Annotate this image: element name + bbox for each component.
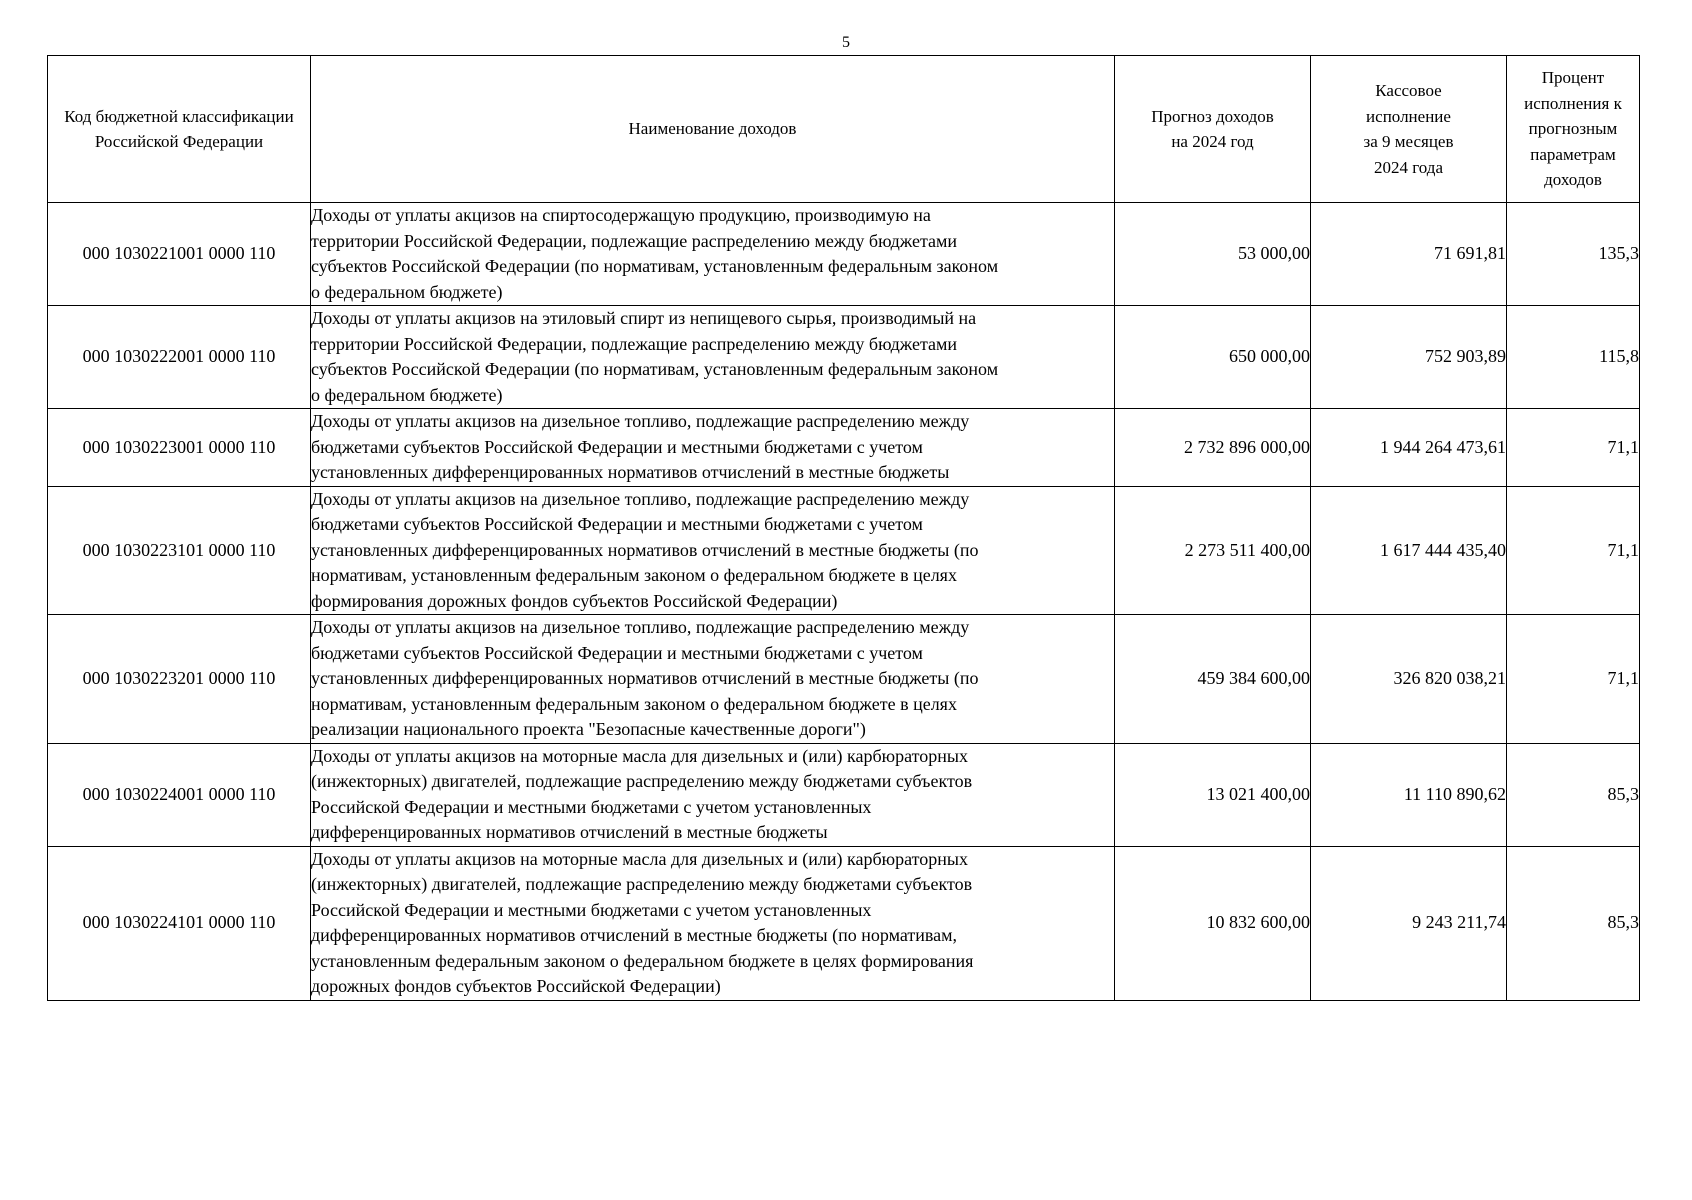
row-name-text: Доходы от уплаты акцизов на моторные масла для дизельных и (или) карбюраторных (инжекторных) двигателей, подлежащие распределению между бюджетами субъектов Российской Федерации и местными бюджетами с учетом установленных дифференцированных нормативов отчислений в местные бюджеты	[311, 745, 973, 842]
row-forecast: 2 732 896 000,00	[1115, 409, 1311, 487]
header-execution-label: Кассовое исполнение за 9 месяцев 2024 года	[1363, 81, 1454, 177]
row-code: 000 1030221001 0000 110	[48, 203, 311, 306]
row-execution: 1 617 444 435,40	[1311, 486, 1507, 615]
row-forecast: 10 832 600,00	[1115, 846, 1311, 1000]
row-name-text: Доходы от уплаты акцизов на дизельное топливо, подлежащие распределению между бюджетами субъектов Российской Федерации и местными бюджетами с учетом установленных дифференцированных нормативов отчислений в местные бюджеты (по нормативам, установленным федеральным законом о федеральном бюджете в целях формирования дорожных фондов субъектов Российской Федерации)	[311, 488, 979, 611]
page-number: 5	[842, 34, 850, 51]
row-code: 000 1030223101 0000 110	[48, 486, 311, 615]
row-execution: 9 243 211,74	[1311, 846, 1507, 1000]
row-execution: 326 820 038,21	[1311, 615, 1507, 744]
header-code-label: Код бюджетной классификации Российской Федерации	[64, 106, 294, 151]
table-row	[48, 846, 1640, 1000]
row-execution: 752 903,89	[1311, 306, 1507, 409]
row-percent: 71,1	[1507, 409, 1640, 487]
table-row	[48, 409, 1640, 487]
row-code: 000 1030223201 0000 110	[48, 615, 311, 744]
row-forecast: 2 273 511 400,00	[1115, 486, 1311, 615]
row-name	[311, 203, 1115, 306]
row-code: 000 1030222001 0000 110	[48, 306, 311, 409]
table-row	[48, 203, 1640, 306]
row-execution: 11 110 890,62	[1311, 743, 1507, 846]
table-row	[48, 743, 1640, 846]
header-name	[311, 56, 1115, 203]
header-forecast	[1115, 56, 1311, 203]
header-execution	[1311, 56, 1507, 203]
row-execution: 1 944 264 473,61	[1311, 409, 1507, 487]
row-forecast: 459 384 600,00	[1115, 615, 1311, 744]
header-code	[48, 56, 311, 203]
row-name-text: Доходы от уплаты акцизов на дизельное топливо, подлежащие распределению между бюджетами субъектов Российской Федерации и местными бюджетами с учетом установленных дифференцированных нормативов отчислений в местные бюджеты	[311, 411, 970, 482]
row-name	[311, 486, 1115, 615]
row-percent: 115,8	[1507, 306, 1640, 409]
table-row	[48, 615, 1640, 744]
row-name-text: Доходы от уплаты акцизов на спиртосодержащую продукцию, производимую на территории Российской Федерации, подлежащие распределению между бюджетами субъектов Российской Федерации (по нормативам, установленным федеральным законом о федеральном бюджете)	[311, 205, 999, 302]
header-percent	[1507, 56, 1640, 203]
row-name	[311, 846, 1115, 1000]
row-code: 000 1030223001 0000 110	[48, 409, 311, 487]
row-percent: 135,3	[1507, 203, 1640, 306]
row-forecast: 53 000,00	[1115, 203, 1311, 306]
row-percent: 71,1	[1507, 486, 1640, 615]
revenue-table	[47, 55, 1640, 1001]
header-percent-label: Процент исполнения к прогнозным параметрам доходов	[1524, 68, 1622, 190]
table-row	[48, 486, 1640, 615]
table-header-row	[48, 56, 1640, 203]
row-percent: 85,3	[1507, 846, 1640, 1000]
row-percent: 71,1	[1507, 615, 1640, 744]
table-row	[48, 306, 1640, 409]
row-name	[311, 306, 1115, 409]
header-forecast-label: Прогноз доходов на 2024 год	[1151, 106, 1274, 151]
row-forecast: 650 000,00	[1115, 306, 1311, 409]
row-percent: 85,3	[1507, 743, 1640, 846]
row-name	[311, 615, 1115, 744]
row-name	[311, 409, 1115, 487]
row-name-text: Доходы от уплаты акцизов на этиловый спирт из непищевого сырья, производимый на территории Российской Федерации, подлежащие распределению между бюджетами субъектов Российской Федерации (по нормативам, установленным федеральным законом о федеральном бюджете)	[311, 308, 999, 405]
row-code: 000 1030224001 0000 110	[48, 743, 311, 846]
row-forecast: 13 021 400,00	[1115, 743, 1311, 846]
row-execution: 71 691,81	[1311, 203, 1507, 306]
row-name-text: Доходы от уплаты акцизов на дизельное топливо, подлежащие распределению между бюджетами субъектов Российской Федерации и местными бюджетами с учетом установленных дифференцированных нормативов отчислений в местные бюджеты (по нормативам, установленным федеральным законом о федеральном бюджете в целях реализации национального проекта "Безопасные качественные дороги")	[311, 617, 979, 739]
row-name	[311, 743, 1115, 846]
row-name-text: Доходы от уплаты акцизов на моторные масла для дизельных и (или) карбюраторных (инжекторных) двигателей, подлежащие распределению между бюджетами субъектов Российской Федерации и местными бюджетами с учетом установленных дифференцированных нормативов отчислений в местные бюджеты (по нормативам, установленным федеральным законом о федеральном бюджете в целях формирования дорожных фондов субъектов Российской Федерации)	[311, 848, 974, 996]
row-code: 000 1030224101 0000 110	[48, 846, 311, 1000]
header-name-label: Наименование доходов	[628, 119, 797, 139]
